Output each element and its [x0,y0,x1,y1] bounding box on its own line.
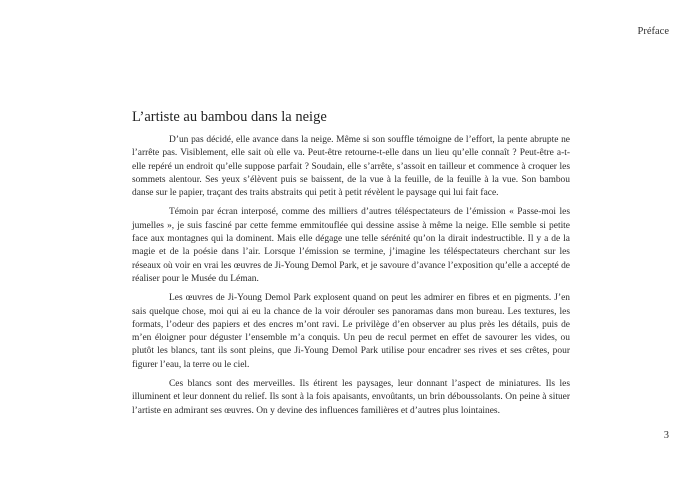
paragraph: Les œuvres de Ji-Young Demol Park explosent quand on peut les admirer en fibres et en pigments. J’en sais quelque chose, moi qui ai eu la chance de la voir dérouler ses panoramas dans mon bureau. Les textures, les formats, l’odeur des papiers et des encres m’ont ravi. Le privilège d’en observer au plus près les détails, puis de m’en éloigner pour déguster l’ensemble m’a conquis. Un peu de recul permet en effet de savourer les vides, ou plutôt les blancs, tant ils sont pleins, que Ji-Young Demol Park utilise pour encadrer ses rives et ses crêtes, pour figurer l’eau, la terre ou le ciel. [132,293,570,370]
paragraph: Témoin par écran interposé, comme des milliers d’autres téléspectateurs de l’émission « Passe-moi les jumelles », je suis fasciné par cette femme emmitouflée qui dessine assise à même la neige. Elle semble si petite face aux montagnes qui la dominent. Mais elle dégage une telle sérénité qu’on la dirait indestructible. Il y a de la magie et de la poésie dans l’air. Lorsque l’émission se termine, j’imagine les téléspectateurs cherchant sur les réseaux où voir en vrai les œuvres de Ji-Young Demol Park, et je savoure d’avance l’exposition qu’elle a accepté de réaliser pour le Musée du Léman. [132,207,570,284]
running-header: Préface [637,26,669,37]
page-title: L’artiste au bambou dans la neige [132,109,327,125]
paragraph: Ces blancs sont des merveilles. Ils étirent les paysages, leur donnant l’aspect de miniatures. Ils les illuminent et leur donnent du relief. Ils sont à la fois apaisants, envoûtants, un brin déboussolants. On peine à situer l’artiste en admirant ses œuvres. On y devine des influences familières et d’autres plus lointaines. [132,379,570,416]
page-number: 3 [663,430,669,441]
paragraph: D’un pas décidé, elle avance dans la neige. Même si son souffle témoigne de l’effort, la pente abrupte ne l’arrête pas. Visiblement, elle sait où elle va. Peut-être retourne-t-elle dans un lieu qu’elle connaît ? Peut-être a-t-elle repéré un endroit qu’elle suppose parfait ? Soudain, elle s’arrête, s’assoit en tailleur et commence à croquer les sommets alentour. Ses yeux s’élèvent puis se baissent, de la vue à la feuille, de la feuille à la vue. Son bambou danse sur le papier, traçant des traits abstraits qui petit à petit révèlent le paysage qui lui fait face. [132,135,570,199]
article-body [132,134,570,424]
